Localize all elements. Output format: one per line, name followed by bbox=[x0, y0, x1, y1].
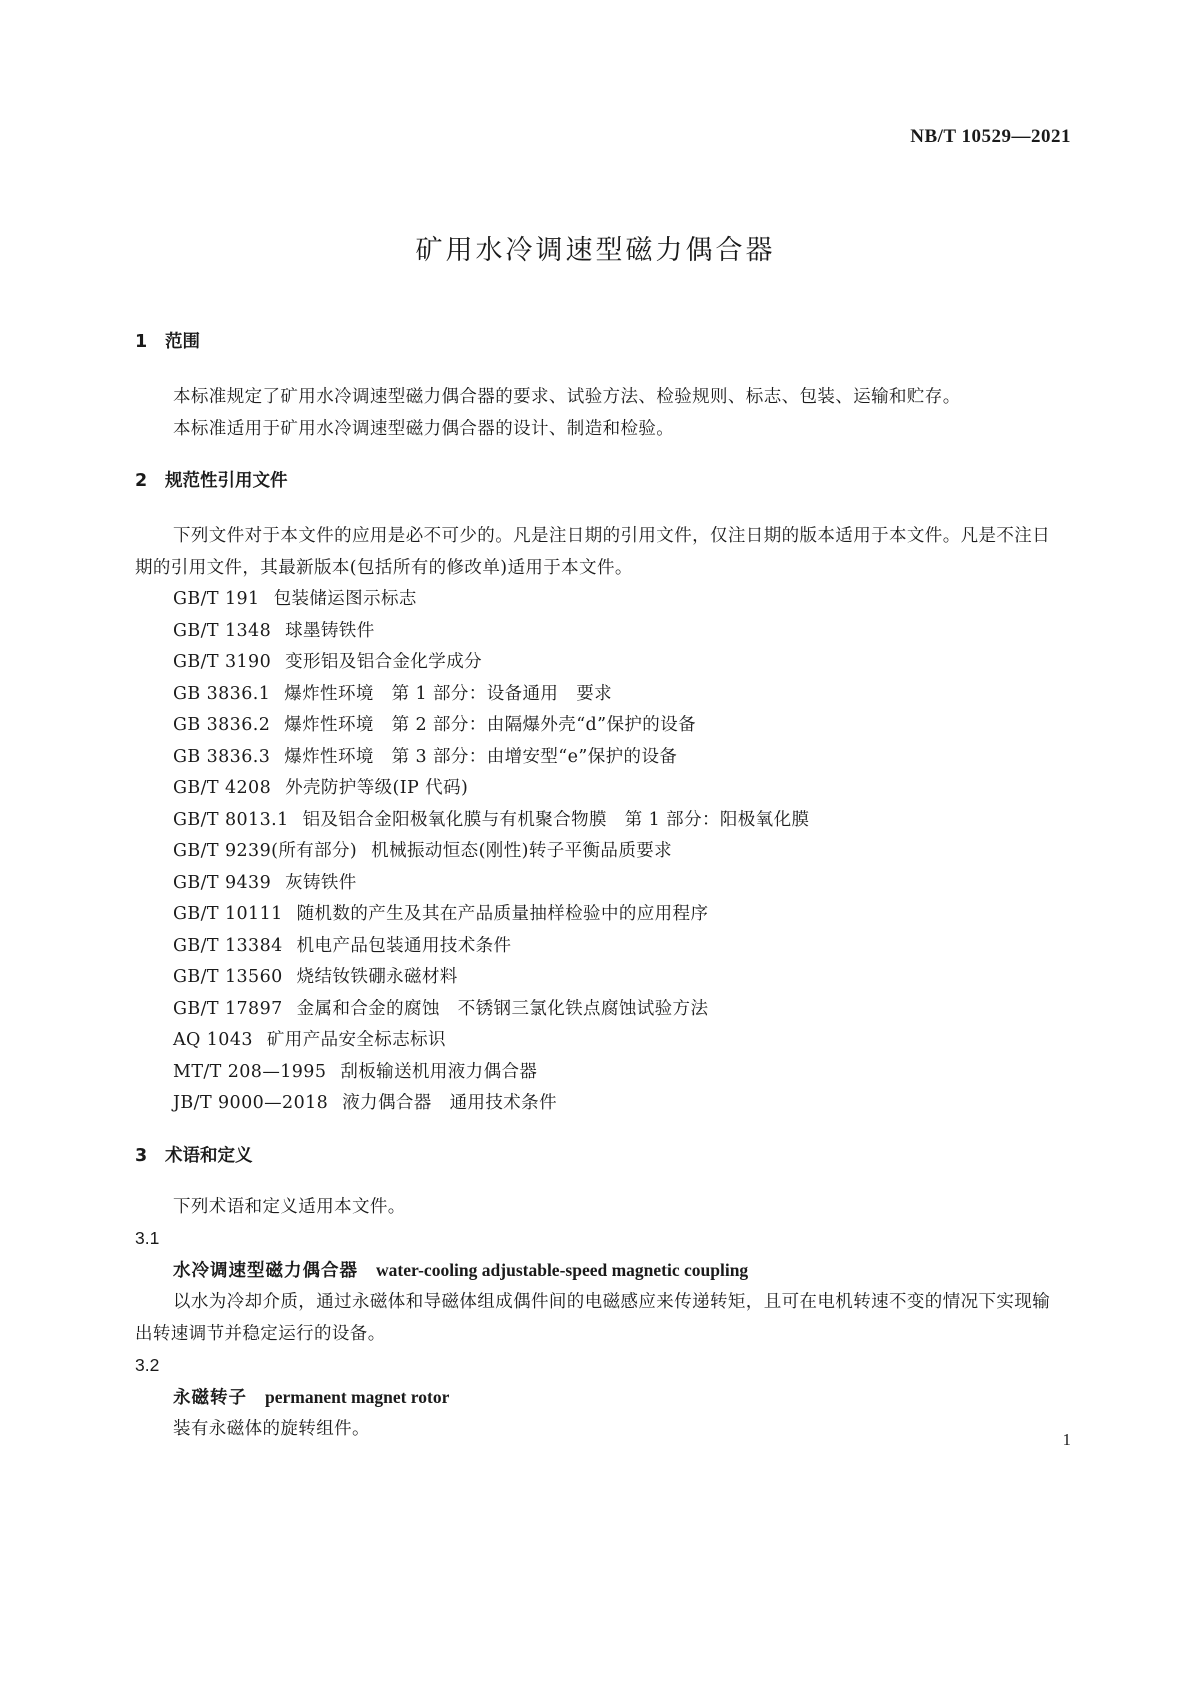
page-number: 1 bbox=[1062, 1430, 1071, 1449]
reference-code: JB/T 9000—2018 bbox=[173, 1093, 329, 1113]
reference-item bbox=[135, 616, 1065, 648]
paragraph: 下列术语和定义适用本文件。 bbox=[173, 1196, 406, 1217]
section-number: 1 bbox=[135, 332, 148, 352]
reference-title: 外壳防护等级(IP 代码) bbox=[285, 778, 469, 798]
reference-code: GB/T 13384 bbox=[173, 935, 283, 956]
term-english: permanent magnet rotor bbox=[265, 1386, 450, 1407]
reference-code: GB/T 9239(所有部分) bbox=[173, 841, 358, 861]
reference-item bbox=[135, 899, 1065, 931]
section-number: 3 bbox=[135, 1145, 148, 1166]
document-body bbox=[135, 330, 1065, 1446]
standard-code: NB/T 10529—2021 bbox=[910, 126, 1071, 147]
reference-item bbox=[135, 868, 1065, 900]
document-title: 矿用水冷调速型磁力偶合器 bbox=[415, 235, 776, 266]
reference-title: 爆炸性环境 第 2 部分：由隔爆外壳“d”保护的设备 bbox=[284, 715, 697, 735]
reference-item bbox=[135, 1025, 1065, 1057]
reference-code: GB/T 191 bbox=[173, 589, 260, 609]
reference-title: 刮板输送机用液力偶合器 bbox=[340, 1061, 538, 1082]
reference-item bbox=[135, 1088, 1065, 1120]
reference-code: GB/T 4208 bbox=[173, 778, 272, 798]
reference-code: GB/T 1348 bbox=[173, 620, 272, 641]
term-number: 3.2 bbox=[135, 1355, 160, 1375]
reference-item bbox=[135, 647, 1065, 679]
reference-code: GB/T 9439 bbox=[173, 872, 272, 893]
reference-code: MT/T 208—1995 bbox=[173, 1061, 327, 1082]
reference-title: 爆炸性环境 第 3 部分：由增安型“e”保护的设备 bbox=[284, 746, 678, 767]
section-title: 术语和定义 bbox=[165, 1145, 253, 1166]
reference-item bbox=[135, 805, 1065, 837]
reference-item bbox=[135, 931, 1065, 963]
reference-item bbox=[135, 1057, 1065, 1089]
reference-title: 变形铝及铝合金化学成分 bbox=[285, 652, 483, 672]
reference-title: 液力偶合器 通用技术条件 bbox=[342, 1093, 557, 1113]
reference-code: GB/T 17897 bbox=[173, 998, 283, 1019]
paragraph: 下列文件对于本文件的应用是必不可少的。凡是注日期的引用文件，仅注日期的版本适用于本文件。凡是不注日期的引用文件，其最新版本(包括所有的修改单)适用于本文件。 bbox=[135, 526, 1051, 578]
term-entry bbox=[135, 1382, 1065, 1415]
reference-item bbox=[135, 742, 1065, 774]
reference-title: 铝及铝合金阳极氧化膜与有机聚合物膜 第 1 部分：阳极氧化膜 bbox=[302, 809, 810, 830]
reference-code: GB/T 8013.1 bbox=[173, 809, 289, 830]
reference-title: 烧结钕铁硼永磁材料 bbox=[296, 967, 458, 987]
reference-item bbox=[135, 710, 1065, 742]
reference-code: GB 3836.3 bbox=[173, 746, 271, 767]
reference-list bbox=[135, 584, 1065, 1120]
term-definition: 以水为冷却介质，通过永磁体和导磁体组成偶件间的电磁感应来传递转矩，且可在电机转速不变的情况下实现输出转速调节并稳定运行的设备。 bbox=[135, 1292, 1051, 1344]
reference-code: GB 3836.2 bbox=[173, 715, 271, 735]
reference-code: GB/T 3190 bbox=[173, 652, 272, 672]
section-title: 范围 bbox=[165, 332, 200, 352]
reference-item bbox=[135, 773, 1065, 805]
reference-title: 灰铸铁件 bbox=[285, 872, 357, 893]
reference-code: GB/T 13560 bbox=[173, 967, 283, 987]
reference-item bbox=[135, 994, 1065, 1026]
term-english: water-cooling adjustable-speed magnetic coupling bbox=[376, 1259, 749, 1280]
reference-title: 随机数的产生及其在产品质量抽样检验中的应用程序 bbox=[296, 904, 709, 924]
reference-title: 球墨铸铁件 bbox=[285, 620, 375, 641]
paragraph: 本标准规定了矿用水冷调速型磁力偶合器的要求、试验方法、检验规则、标志、包装、运输和贮存。 bbox=[173, 387, 961, 407]
reference-code: GB 3836.1 bbox=[173, 683, 271, 704]
reference-title: 爆炸性环境 第 1 部分：设备通用 要求 bbox=[284, 683, 613, 704]
term-entry bbox=[135, 1255, 1065, 1288]
reference-item bbox=[135, 679, 1065, 711]
paragraph: 本标准适用于矿用水冷调速型磁力偶合器的设计、制造和检验。 bbox=[173, 418, 675, 439]
term-chinese: 水冷调速型磁力偶合器 bbox=[173, 1260, 358, 1281]
term-definition: 装有永磁体的旋转组件。 bbox=[173, 1419, 370, 1439]
term-chinese: 永磁转子 bbox=[173, 1387, 247, 1408]
reference-title: 矿用产品安全标志标识 bbox=[266, 1030, 446, 1050]
section-number: 2 bbox=[135, 471, 148, 491]
reference-item bbox=[135, 584, 1065, 616]
reference-title: 机电产品包装通用技术条件 bbox=[296, 935, 512, 956]
reference-item bbox=[135, 962, 1065, 994]
section-title: 规范性引用文件 bbox=[165, 471, 288, 491]
reference-code: GB/T 10111 bbox=[173, 904, 283, 924]
reference-code: AQ 1043 bbox=[173, 1030, 253, 1050]
reference-item bbox=[135, 836, 1065, 868]
reference-title: 机械振动恒态(刚性)转子平衡品质要求 bbox=[371, 841, 673, 861]
reference-title: 包装储运图示标志 bbox=[273, 589, 417, 609]
section-heading-terms bbox=[135, 1144, 1065, 1168]
section-heading-scope bbox=[135, 330, 1065, 354]
reference-title: 金属和合金的腐蚀 不锈钢三氯化铁点腐蚀试验方法 bbox=[296, 998, 709, 1019]
section-heading-normative-references bbox=[135, 469, 1065, 493]
term-number: 3.1 bbox=[135, 1228, 160, 1248]
